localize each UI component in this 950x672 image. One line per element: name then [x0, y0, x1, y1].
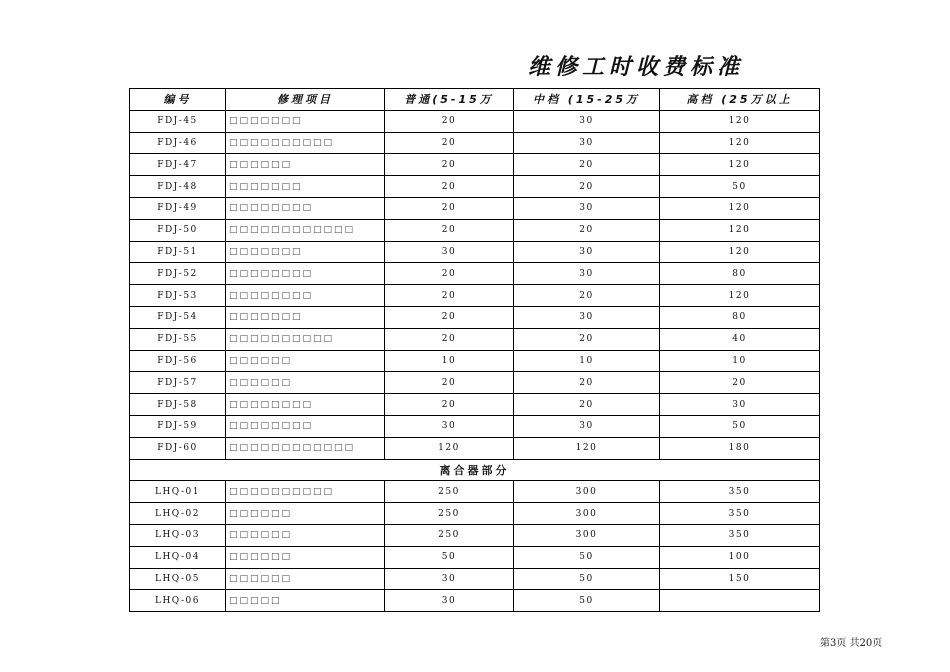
- cell-item: □□□□□□□□□□: [226, 481, 385, 503]
- cell-code: FDJ-56: [130, 350, 226, 372]
- cell-code: FDJ-57: [130, 372, 226, 394]
- fee-table: [129, 88, 820, 612]
- cell-mid: 30: [514, 110, 660, 132]
- cell-standard: 20: [385, 372, 514, 394]
- header-mid: 中档 (15-25万: [514, 89, 660, 111]
- table-row: [130, 350, 820, 372]
- cell-high: 50: [660, 176, 820, 198]
- table-row: [130, 197, 820, 219]
- cell-high: 120: [660, 241, 820, 263]
- table-row: [130, 306, 820, 328]
- table-row: [130, 241, 820, 263]
- cell-code: LHQ-05: [130, 568, 226, 590]
- cell-item: □□□□□□□□: [226, 285, 385, 307]
- cell-mid: 30: [514, 306, 660, 328]
- cell-mid: 20: [514, 154, 660, 176]
- cell-item: □□□□□□: [226, 524, 385, 546]
- cell-item: □□□□□□□□: [226, 263, 385, 285]
- header-item: 修理项目: [226, 89, 385, 111]
- cell-high: 120: [660, 154, 820, 176]
- cell-mid: 50: [514, 568, 660, 590]
- header-row: [130, 89, 820, 111]
- cell-mid: 50: [514, 546, 660, 568]
- table-row: [130, 328, 820, 350]
- cell-standard: 20: [385, 110, 514, 132]
- cell-code: FDJ-51: [130, 241, 226, 263]
- cell-high: 30: [660, 394, 820, 416]
- cell-high: 120: [660, 197, 820, 219]
- cell-item: □□□□□□: [226, 546, 385, 568]
- table-row: [130, 481, 820, 503]
- cell-code: FDJ-46: [130, 132, 226, 154]
- cell-standard: 20: [385, 306, 514, 328]
- cell-code: LHQ-02: [130, 503, 226, 525]
- cell-mid: 20: [514, 372, 660, 394]
- cell-mid: 300: [514, 503, 660, 525]
- cell-item: □□□□□□□□: [226, 415, 385, 437]
- cell-high: 10: [660, 350, 820, 372]
- table-row: [130, 415, 820, 437]
- cell-mid: 10: [514, 350, 660, 372]
- header-high: 高档 (25万以上: [660, 89, 820, 111]
- cell-high: 350: [660, 503, 820, 525]
- cell-high: 80: [660, 306, 820, 328]
- cell-high: 20: [660, 372, 820, 394]
- table-row: [130, 263, 820, 285]
- section-row: [130, 459, 820, 481]
- table-row: [130, 154, 820, 176]
- cell-standard: 30: [385, 241, 514, 263]
- cell-mid: 20: [514, 285, 660, 307]
- cell-mid: 300: [514, 481, 660, 503]
- cell-high: 120: [660, 285, 820, 307]
- cell-high: 40: [660, 328, 820, 350]
- cell-code: FDJ-52: [130, 263, 226, 285]
- page-number: 第3页 共20页: [820, 638, 883, 649]
- cell-item: □□□□□□: [226, 503, 385, 525]
- cell-mid: 30: [514, 241, 660, 263]
- cell-code: FDJ-48: [130, 176, 226, 198]
- cell-standard: 20: [385, 263, 514, 285]
- cell-standard: 20: [385, 197, 514, 219]
- cell-item: □□□□□: [226, 590, 385, 612]
- cell-mid: 20: [514, 176, 660, 198]
- cell-mid: 20: [514, 394, 660, 416]
- cell-mid: 300: [514, 524, 660, 546]
- cell-item: □□□□□□□□: [226, 197, 385, 219]
- table-row: [130, 503, 820, 525]
- page-title: 维修工时收费标准: [528, 55, 745, 80]
- cell-code: LHQ-06: [130, 590, 226, 612]
- cell-mid: 30: [514, 132, 660, 154]
- cell-mid: 30: [514, 263, 660, 285]
- cell-item: □□□□□□□: [226, 241, 385, 263]
- table-row: [130, 394, 820, 416]
- cell-code: FDJ-49: [130, 197, 226, 219]
- cell-item: □□□□□□□□□□□□: [226, 437, 385, 459]
- cell-high: 350: [660, 524, 820, 546]
- cell-standard: 10: [385, 350, 514, 372]
- cell-code: FDJ-54: [130, 306, 226, 328]
- cell-mid: 20: [514, 219, 660, 241]
- cell-code: LHQ-04: [130, 546, 226, 568]
- cell-standard: 20: [385, 328, 514, 350]
- cell-mid: 50: [514, 590, 660, 612]
- cell-standard: 250: [385, 524, 514, 546]
- cell-code: FDJ-47: [130, 154, 226, 176]
- cell-item: □□□□□□□□□□: [226, 328, 385, 350]
- cell-code: FDJ-59: [130, 415, 226, 437]
- cell-code: FDJ-58: [130, 394, 226, 416]
- cell-code: FDJ-45: [130, 110, 226, 132]
- table-row: [130, 568, 820, 590]
- cell-standard: 50: [385, 546, 514, 568]
- cell-mid: 30: [514, 415, 660, 437]
- cell-item: □□□□□□: [226, 350, 385, 372]
- table-row: [130, 132, 820, 154]
- cell-standard: 20: [385, 154, 514, 176]
- cell-mid: 20: [514, 328, 660, 350]
- cell-mid: 30: [514, 197, 660, 219]
- cell-standard: 30: [385, 568, 514, 590]
- cell-standard: 20: [385, 394, 514, 416]
- cell-item: □□□□□□□□□□□□: [226, 219, 385, 241]
- cell-high: [660, 590, 820, 612]
- cell-standard: 20: [385, 285, 514, 307]
- cell-standard: 120: [385, 437, 514, 459]
- cell-item: □□□□□□□: [226, 306, 385, 328]
- cell-high: 120: [660, 219, 820, 241]
- table-row: [130, 176, 820, 198]
- cell-high: 100: [660, 546, 820, 568]
- table-row: [130, 372, 820, 394]
- table-row: [130, 110, 820, 132]
- cell-high: 80: [660, 263, 820, 285]
- cell-high: 120: [660, 132, 820, 154]
- cell-code: FDJ-55: [130, 328, 226, 350]
- table-row: [130, 546, 820, 568]
- cell-item: □□□□□□□: [226, 110, 385, 132]
- cell-standard: 30: [385, 590, 514, 612]
- cell-item: □□□□□□□: [226, 176, 385, 198]
- cell-standard: 20: [385, 132, 514, 154]
- table-row: [130, 590, 820, 612]
- cell-standard: 20: [385, 219, 514, 241]
- table-row: [130, 437, 820, 459]
- cell-code: LHQ-01: [130, 481, 226, 503]
- cell-high: 180: [660, 437, 820, 459]
- cell-code: FDJ-60: [130, 437, 226, 459]
- cell-high: 150: [660, 568, 820, 590]
- cell-item: □□□□□□□□: [226, 394, 385, 416]
- cell-code: FDJ-53: [130, 285, 226, 307]
- header-code: 编号: [130, 89, 226, 111]
- cell-standard: 250: [385, 481, 514, 503]
- cell-item: □□□□□□: [226, 154, 385, 176]
- cell-high: 350: [660, 481, 820, 503]
- table-row: [130, 285, 820, 307]
- table-row: [130, 219, 820, 241]
- cell-high: 50: [660, 415, 820, 437]
- cell-code: FDJ-50: [130, 219, 226, 241]
- cell-item: □□□□□□: [226, 372, 385, 394]
- section-title: 离合器部分: [130, 459, 820, 481]
- cell-standard: 250: [385, 503, 514, 525]
- cell-item: □□□□□□: [226, 568, 385, 590]
- table-row: [130, 524, 820, 546]
- cell-mid: 120: [514, 437, 660, 459]
- cell-standard: 20: [385, 176, 514, 198]
- cell-standard: 30: [385, 415, 514, 437]
- header-standard: 普通(5-15万: [385, 89, 514, 111]
- cell-code: LHQ-03: [130, 524, 226, 546]
- cell-item: □□□□□□□□□□: [226, 132, 385, 154]
- cell-high: 120: [660, 110, 820, 132]
